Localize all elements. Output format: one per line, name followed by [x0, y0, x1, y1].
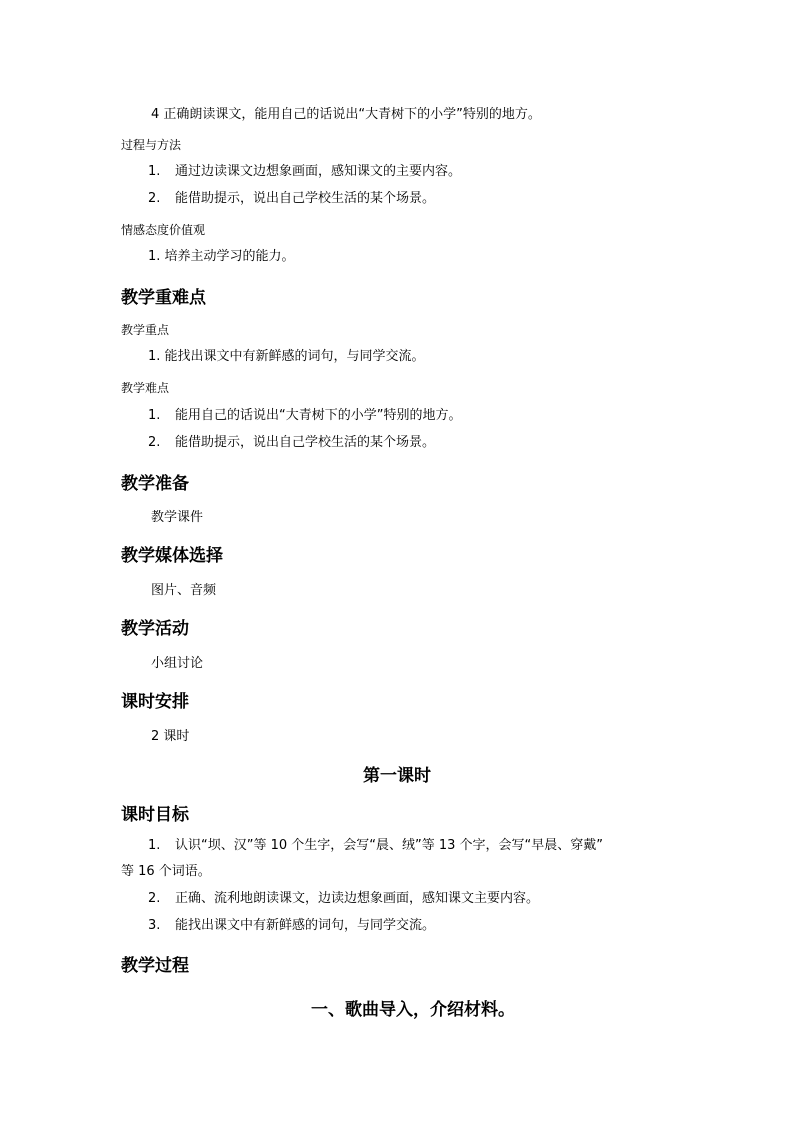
list-number: 1. — [148, 164, 161, 179]
difficulty-item-1 — [148, 404, 461, 423]
process-item-1 — [148, 160, 461, 179]
list-number: 3. — [148, 918, 161, 933]
emotion-item-1: 1. 培养主动学习的能力。 — [148, 249, 295, 264]
lesson-title: 第一课时 — [363, 766, 431, 786]
key-points-heading: 教学重难点 — [121, 288, 206, 308]
activity-heading: 教学活动 — [121, 619, 189, 639]
preparation-heading: 教学准备 — [121, 474, 189, 494]
list-number: 2. — [148, 891, 161, 906]
teaching-process-heading: 教学过程 — [121, 956, 189, 976]
focus-heading: 教学重点 — [121, 323, 170, 337]
activity-text: 小组讨论 — [151, 656, 204, 671]
lesson-goal-3 — [148, 914, 435, 933]
list-text: 能找出课文中有新鲜感的词句，与同学交流。 — [175, 918, 436, 933]
lesson-goal-2 — [148, 887, 539, 906]
difficulty-item-2 — [148, 431, 435, 450]
lesson-goals-heading: 课时目标 — [121, 805, 189, 825]
media-heading: 教学媒体选择 — [121, 546, 223, 566]
preparation-text: 教学课件 — [151, 510, 204, 525]
difficulty-heading: 教学难点 — [121, 381, 170, 395]
list-number: 1. — [148, 838, 161, 853]
list-text: 认识“坝、汉”等 10 个生字，会写“晨、绒”等 13 个字，会写“早晨、穿戴” — [175, 838, 604, 853]
focus-item-1: 1. 能找出课文中有新鲜感的词句，与同学交流。 — [148, 349, 425, 364]
media-text: 图片、音频 — [151, 583, 217, 598]
list-text: 正确、流利地朗读课文，边读边想象画面，感知课文主要内容。 — [175, 891, 540, 906]
list-text: 能借助提示，说出自己学校生活的某个场景。 — [175, 435, 436, 450]
list-text: 能用自己的话说出“大青树下的小学”特别的地方。 — [175, 408, 462, 423]
emotion-heading: 情感态度价值观 — [121, 223, 206, 237]
list-number: 2. — [148, 191, 161, 206]
section-1-title: 一、歌曲导入，介绍材料。 — [311, 1000, 515, 1020]
list-text: 能借助提示，说出自己学校生活的某个场景。 — [175, 191, 436, 206]
process-method-heading: 过程与方法 — [121, 138, 182, 152]
lesson-goal-1-continued: 等 16 个词语。 — [121, 864, 211, 879]
objective-item-4: 4 正确朗读课文，能用自己的话说出“大青树下的小学”特别的地方。 — [151, 107, 541, 122]
schedule-text: 2 课时 — [151, 729, 190, 744]
list-number: 1. — [148, 408, 161, 423]
process-item-2 — [148, 187, 435, 206]
lesson-goal-1 — [148, 834, 603, 853]
list-number: 2. — [148, 435, 161, 450]
schedule-heading: 课时安排 — [121, 692, 189, 712]
list-text: 通过边读课文边想象画面，感知课文的主要内容。 — [175, 164, 462, 179]
